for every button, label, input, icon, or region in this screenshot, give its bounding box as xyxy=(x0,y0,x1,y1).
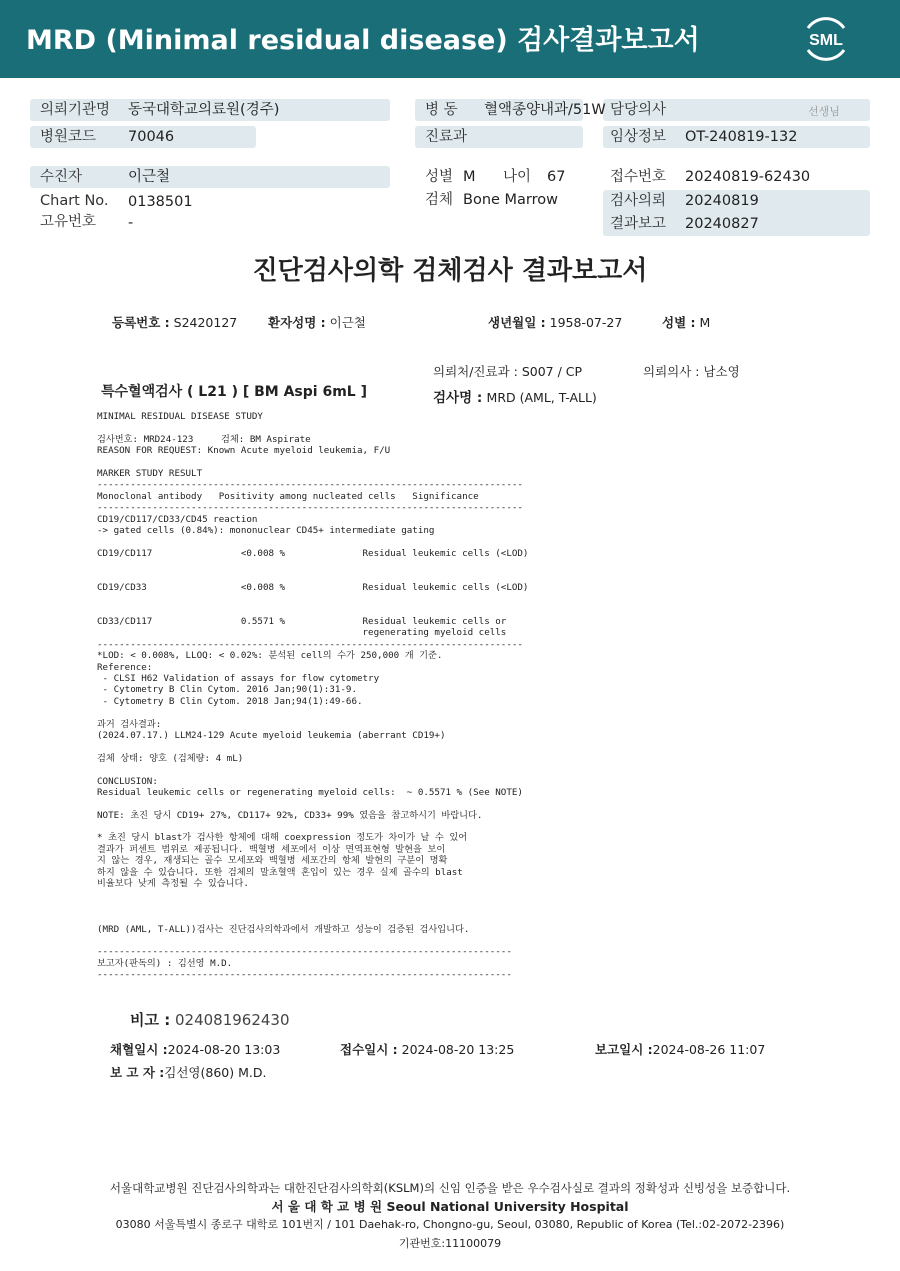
header-banner xyxy=(0,0,900,78)
collect-label: 채혈일시 : xyxy=(110,1042,168,1057)
report-line: (2024.07.17.) LLM24-129 Acute myeloid leukemia (aberrant CD19+) xyxy=(97,729,446,741)
meta-sex-label: 성별 : xyxy=(662,315,696,330)
report-line: 지 않는 경우, 재생되는 골수 모세포와 백혈병 세포간의 항체 발현의 구분이 명확 xyxy=(97,855,448,867)
physician-label: 의뢰의사 : xyxy=(643,364,700,379)
hospital-code-label: 병원코드 xyxy=(40,129,97,145)
chart-value: 0138501 xyxy=(128,194,193,210)
specimen-value: Bone Marrow xyxy=(463,192,559,208)
unique-value: - xyxy=(128,215,134,231)
report-line: ----------------------------------------------------------------------------- xyxy=(97,479,523,491)
reporter-value: 김선영(860) M.D. xyxy=(164,1065,267,1080)
reg-value: S2420127 xyxy=(173,315,238,330)
report-line: 보고자(판독의) : 김선영 M.D. xyxy=(97,957,233,969)
receive-label: 접수일시 : xyxy=(340,1042,398,1057)
report-line xyxy=(97,593,567,604)
report-line: REASON FOR REQUEST: Known Acute myeloid leukemia, F/U xyxy=(97,445,391,457)
report-line: ----------------------------------------------------------------------------- xyxy=(97,638,523,650)
report-line: CD19/CD117 <0.008 % Residual leukemic cells (<LOD) xyxy=(97,547,529,559)
sex-label: 성별 xyxy=(425,169,454,185)
report-line: 하지 않을 수 있습니다. 또한 검체의 말초혈액 혼입이 있는 경우 실제 골수의 blast xyxy=(97,866,463,878)
doctor-suffix: 선생님 xyxy=(808,105,840,118)
meta-sex-value: M xyxy=(699,315,711,330)
institution-value: 동국대학교의료원(경주) xyxy=(128,102,280,118)
report-line: CD33/CD117 0.5571 % Residual leukemic cells or xyxy=(97,616,507,628)
ward-value: 혈액종양내과/51W xyxy=(484,102,606,118)
clinical-label: 임상정보 xyxy=(610,129,667,145)
report-line xyxy=(97,889,567,900)
report-line xyxy=(97,901,567,912)
report-line: MARKER STUDY RESULT xyxy=(97,467,203,479)
report-line: CD19/CD33 <0.008 % Residual leukemic cells (<LOD) xyxy=(97,581,529,593)
report-line: NOTE: 초진 당시 CD19+ 27%, CD117+ 92%, CD33+ 99% 였음을 참고하시기 바랍니다. xyxy=(97,809,483,821)
report-line: CD19/CD117/CD33/CD45 reaction xyxy=(97,513,258,525)
certification-text: 서울대학교병원 진단검사의학과는 대한진단검사의학회(KSLM)의 신임 인증을 받은 우수검사실로 결과의 정확성과 신빙성을 보증합니다. xyxy=(109,1181,791,1195)
reporter-label: 보 고 자 : xyxy=(110,1065,165,1080)
doctor-label: 담당의사 xyxy=(610,102,667,118)
receive-value: 2024-08-20 13:25 xyxy=(401,1042,515,1057)
ward-label: 병 동 xyxy=(425,102,458,118)
report-line: *LOD: < 0.008%, LLOQ: < 0.02%: 분석된 cell의 수가 250,000 개 기준. xyxy=(97,650,443,662)
report-line xyxy=(97,935,567,946)
specimen-label: 검체 xyxy=(425,192,454,208)
report-line xyxy=(97,570,567,581)
report-line: ----------------------------------------------------------------------------- xyxy=(97,502,523,514)
report-line: --------------------------------------------------------------------------- xyxy=(97,969,512,981)
report-line xyxy=(97,707,567,718)
report-line xyxy=(97,741,567,752)
section-title: 특수혈액검사 ( L21 ) [ BM Aspi 6mL ] xyxy=(101,384,367,400)
age-value: 67 xyxy=(547,169,566,185)
collect-value: 2024-08-20 13:03 xyxy=(167,1042,281,1057)
dept-label: 의뢰처/진료과 : xyxy=(433,364,518,379)
age-label: 나이 xyxy=(503,169,532,185)
reception-label: 접수번호 xyxy=(610,169,667,185)
request-label: 검사의뢰 xyxy=(610,193,667,209)
report-line: 검체 상태: 양호 (검체량: 4 mL) xyxy=(97,752,244,764)
report-line: 결과가 퍼센트 범위로 제공됩니다. 백혈병 세포에서 이상 면역표현형 발현을 보이 xyxy=(97,843,446,855)
report-line xyxy=(97,422,567,433)
report-line: Monoclonal antibody Positivity among nucleated cells Significance xyxy=(97,490,479,502)
report-line: - CLSI H62 Validation of assays for flow cytometry xyxy=(97,672,380,684)
remark-value: 024081962430 xyxy=(174,1011,290,1029)
report-line: * 초진 당시 blast가 검사한 항체에 대해 coexpression 정도가 차이가 날 수 있어 xyxy=(97,832,468,844)
report-line xyxy=(97,536,567,547)
dob-value: 1958-07-27 xyxy=(549,315,623,330)
name-label: 환자성명 : xyxy=(268,315,326,330)
report-line xyxy=(97,798,567,809)
report-line: 과거 검사결과: xyxy=(97,718,162,730)
report-body xyxy=(97,411,567,981)
report-line: -> gated cells (0.84%): mononuclear CD45+ intermediate gating xyxy=(97,524,435,536)
report-line xyxy=(97,912,567,923)
name-value: 이근철 xyxy=(329,315,366,330)
report-line: - Cytometry B Clin Cytom. 2016 Jan;90(1):31-9. xyxy=(97,684,357,696)
report-line: 비율보다 낮게 측정될 수 있습니다. xyxy=(97,878,249,890)
report-banner-title: MRD (Minimal residual disease) 검사결과보고서 xyxy=(26,25,700,56)
sml-logo-icon xyxy=(800,14,852,64)
report-line: --------------------------------------------------------------------------- xyxy=(97,946,512,958)
report-line xyxy=(97,605,567,616)
request-value: 20240819 xyxy=(685,193,759,209)
report-line xyxy=(97,764,567,775)
test-label: 검사명 : xyxy=(433,390,483,406)
report-line: 검사번호: MRD24-123 검체: BM Aspirate xyxy=(97,433,311,445)
report-line xyxy=(97,457,567,468)
institution-number: 기관번호:11100079 xyxy=(398,1237,502,1250)
report-line: Residual leukemic cells or regenerating myeloid cells: ~ 0.5571 % (See NOTE) xyxy=(97,786,523,798)
dept-value: S007 / CP xyxy=(521,364,583,379)
report-line: regenerating myeloid cells xyxy=(97,627,507,639)
institution-label: 의뢰기관명 xyxy=(40,102,111,118)
result-value: 20240827 xyxy=(685,216,759,232)
report-line: (MRD (AML, T-ALL))검사는 진단검사의학과에서 개발하고 성능이 검증된 검사입니다. xyxy=(97,923,470,935)
department-label: 진료과 xyxy=(425,129,468,145)
hospital-address: 03080 서울특별시 종로구 대학로 101번지 / 101 Daehak-ro, Chongno-gu, Seoul, 03080, Republic of Korea (Tel.:02-2072-2396) xyxy=(115,1218,785,1231)
hospital-name: 서 울 대 학 교 병 원 Seoul National University Hospital xyxy=(271,1199,629,1214)
physician-value: 남소영 xyxy=(703,364,740,379)
dob-label: 생년월일 : xyxy=(488,315,546,330)
report-date-label: 보고일시 : xyxy=(595,1042,653,1057)
chart-label: Chart No. xyxy=(40,193,109,209)
report-line: - Cytometry B Clin Cytom. 2018 Jan;94(1):49-66. xyxy=(97,695,363,707)
report-line: Reference: xyxy=(97,661,153,673)
remark-label: 비고 : xyxy=(130,1011,171,1029)
report-line: MINIMAL RESIDUAL DISEASE STUDY xyxy=(97,411,263,422)
patient-row-bg xyxy=(30,166,390,188)
patient-value: 이근철 xyxy=(128,169,171,185)
reg-label: 등록번호 : xyxy=(112,315,170,330)
report-line xyxy=(97,821,567,832)
test-value: MRD (AML, T-ALL) xyxy=(486,390,597,405)
report-line: CONCLUSION: xyxy=(97,775,158,787)
hospital-code-value: 70046 xyxy=(128,129,175,145)
sex-value: M xyxy=(463,169,476,185)
logo-text: SML xyxy=(809,32,843,49)
result-label: 결과보고 xyxy=(610,216,667,232)
report-date-value: 2024-08-26 11:07 xyxy=(652,1042,766,1057)
report-line xyxy=(97,559,567,570)
unique-label: 고유번호 xyxy=(40,214,97,230)
reception-value: 20240819-62430 xyxy=(685,169,811,185)
report-title: 진단검사의학 검체검사 결과보고서 xyxy=(252,256,648,286)
patient-label: 수진자 xyxy=(40,169,83,185)
clinical-value: OT-240819-132 xyxy=(685,129,798,145)
